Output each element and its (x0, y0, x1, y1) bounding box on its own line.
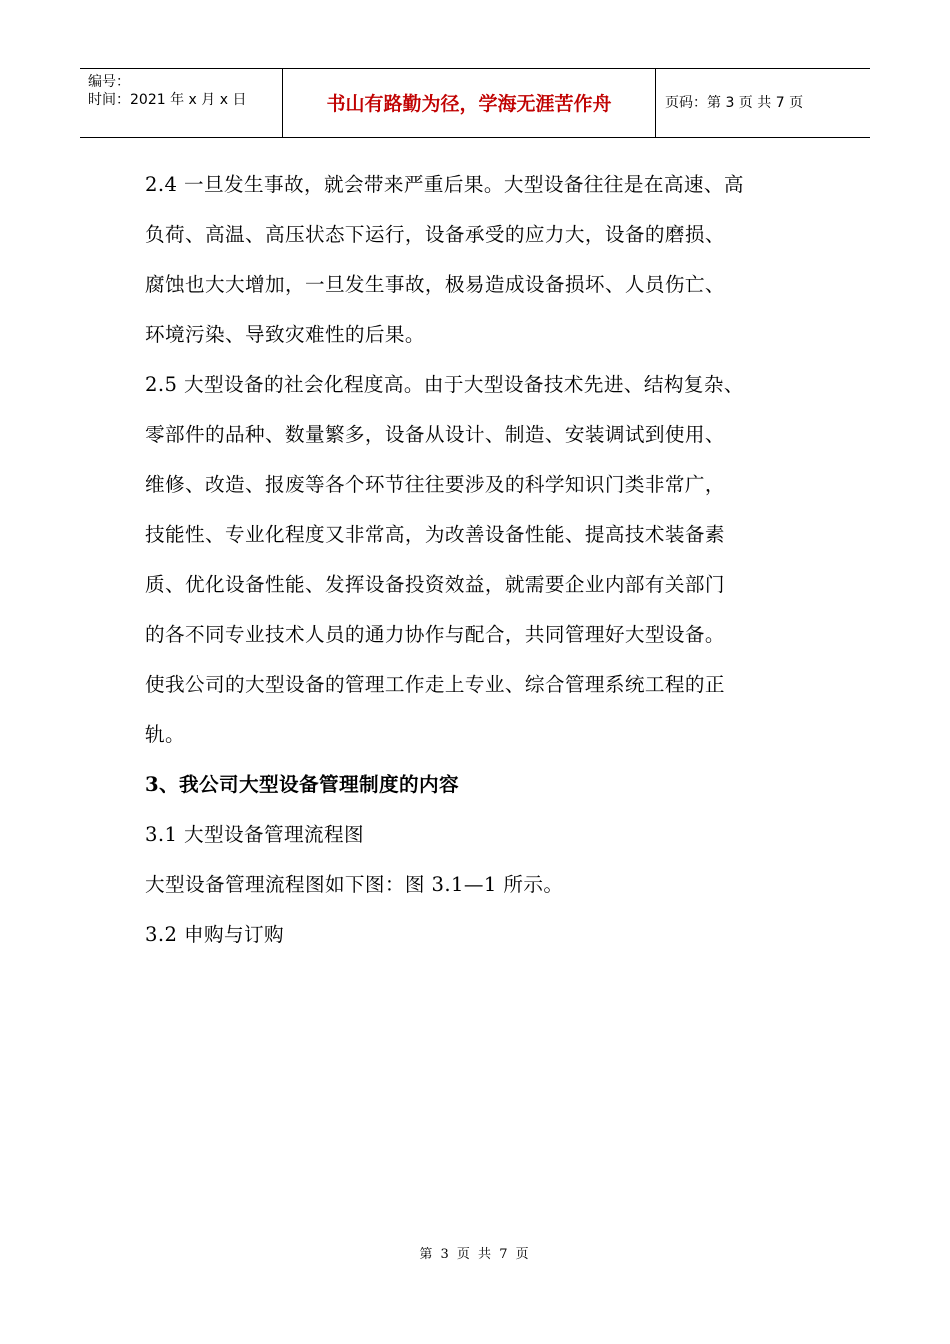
body-line: 技能性、专业化程度又非常高，为改善设备性能、提高技术装备素 (145, 523, 725, 546)
body-line: 腐蚀也大大增加，一旦发生事故，极易造成设备损坏、人员伤亡、 (145, 273, 725, 296)
header-motto-cell (282, 69, 656, 137)
body-line: 2.5 大型设备的社会化程度高。由于大型设备技术先进、结构复杂、 (145, 373, 744, 396)
number-label: 编号： (88, 74, 130, 90)
document-header (80, 68, 870, 138)
section-heading: 3、我公司大型设备管理制度的内容 (145, 773, 459, 796)
subsection-title: 3.1 大型设备管理流程图 (145, 823, 364, 846)
body-line: 质、优化设备性能、发挥设备投资效益，就需要企业内部有关部门 (145, 573, 725, 596)
page-footer: 第 3 页 共 7 页 (419, 1247, 531, 1262)
body-line: 使我公司的大型设备的管理工作走上专业、综合管理系统工程的正 (145, 673, 725, 696)
body-line: 大型设备管理流程图如下图：图 3.1—1 所示。 (145, 873, 564, 896)
time-label: 时间：2021 年 x 月 x 日 (88, 92, 247, 108)
header-page-cell (655, 69, 870, 137)
body-line: 环境污染、导致灾难性的后果。 (145, 323, 425, 346)
document-body (145, 160, 805, 960)
body-line: 2.4 一旦发生事故，就会带来严重后果。大型设备往往是在高速、高 (145, 173, 744, 196)
subsection-title: 3.2 申购与订购 (145, 923, 284, 946)
header-info-cell (80, 69, 282, 137)
header-page-info: 页码：第 3 页 共 7 页 (665, 95, 804, 111)
body-line: 零部件的品种、数量繁多，设备从设计、制造、安装调试到使用、 (145, 423, 725, 446)
motto-text: 书山有路勤为径，学海无涯苦作舟 (326, 93, 612, 115)
body-line: 轨。 (145, 723, 185, 746)
body-line: 负荷、高温、高压状态下运行，设备承受的应力大，设备的磨损、 (145, 223, 725, 246)
body-line: 维修、改造、报废等各个环节往往要涉及的科学知识门类非常广， (145, 473, 725, 496)
body-line: 的各不同专业技术人员的通力协作与配合，共同管理好大型设备。 (145, 623, 725, 646)
